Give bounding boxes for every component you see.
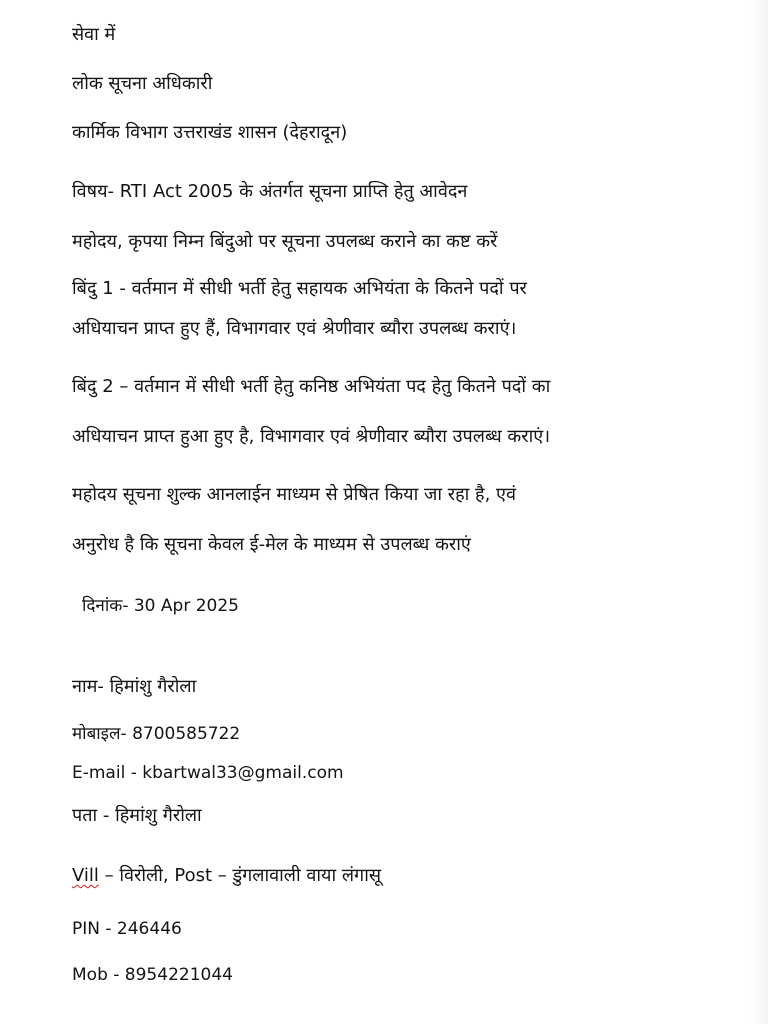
point-1-line-2: अधियाचन प्राप्त हुए हैं, विभागवार एवं श्रेणीवार ब्यौरा उपलब्ध कराएं। xyxy=(72,318,517,339)
date: दिनांक- 30 Apr 2025 xyxy=(82,596,239,616)
village-rest: – विरोली, Post – डुंगलावाली वाया लंगासू xyxy=(98,865,382,886)
fee-line-2: अनुरोध है कि सूचना केवल ई-मेल के माध्यम से उपलब्ध कराएं xyxy=(72,534,471,555)
department: कार्मिक विभाग उत्तराखंड शासन (देहरादून) xyxy=(72,122,348,143)
pin: PIN - 246446 xyxy=(72,919,182,939)
address-label: पता - हिमांशु गैरोला xyxy=(72,805,202,826)
point-1-line-1: बिंदु 1 - वर्तमान में सीधी भर्ती हेतु सहायक अभियंता के कितने पदों पर xyxy=(72,278,527,299)
point-2-line-1: बिंदु 2 – वर्तमान में सीधी भर्ती हेतु कनिष्ठ अभियंता पद हेतु कितने पदों का xyxy=(72,376,551,397)
salutation: सेवा में xyxy=(72,24,116,45)
subject: विषय- RTI Act 2005 के अंतर्गत सूचना प्राप्ति हेतु आवेदन xyxy=(72,181,468,202)
fee-line-1: महोदय सूचना शुल्क आनलाईन माध्यम से प्रेषित किया जा रहा है, एवं xyxy=(72,484,516,505)
mobile: मोबाइल- 8700585722 xyxy=(72,724,241,744)
request-line: महोदय, कृपया निम्न बिंदुओ पर सूचना उपलब्ध कराने का कष्ट करें xyxy=(72,231,498,252)
sender-name: नाम- हिमांशु गैरोला xyxy=(72,676,197,697)
village-prefix: Vill xyxy=(72,865,99,886)
recipient: लोक सूचना अधिकारी xyxy=(72,73,213,94)
email: E-mail - kbartwal33@gmail.com xyxy=(72,763,344,783)
point-2-line-2: अधियाचन प्राप्त हुआ हुए है, विभागवार एवं श्रेणीवार ब्यौरा उपलब्ध कराएं। xyxy=(72,426,551,447)
mob-2: Mob - 8954221044 xyxy=(72,965,233,985)
village-line xyxy=(72,865,381,887)
